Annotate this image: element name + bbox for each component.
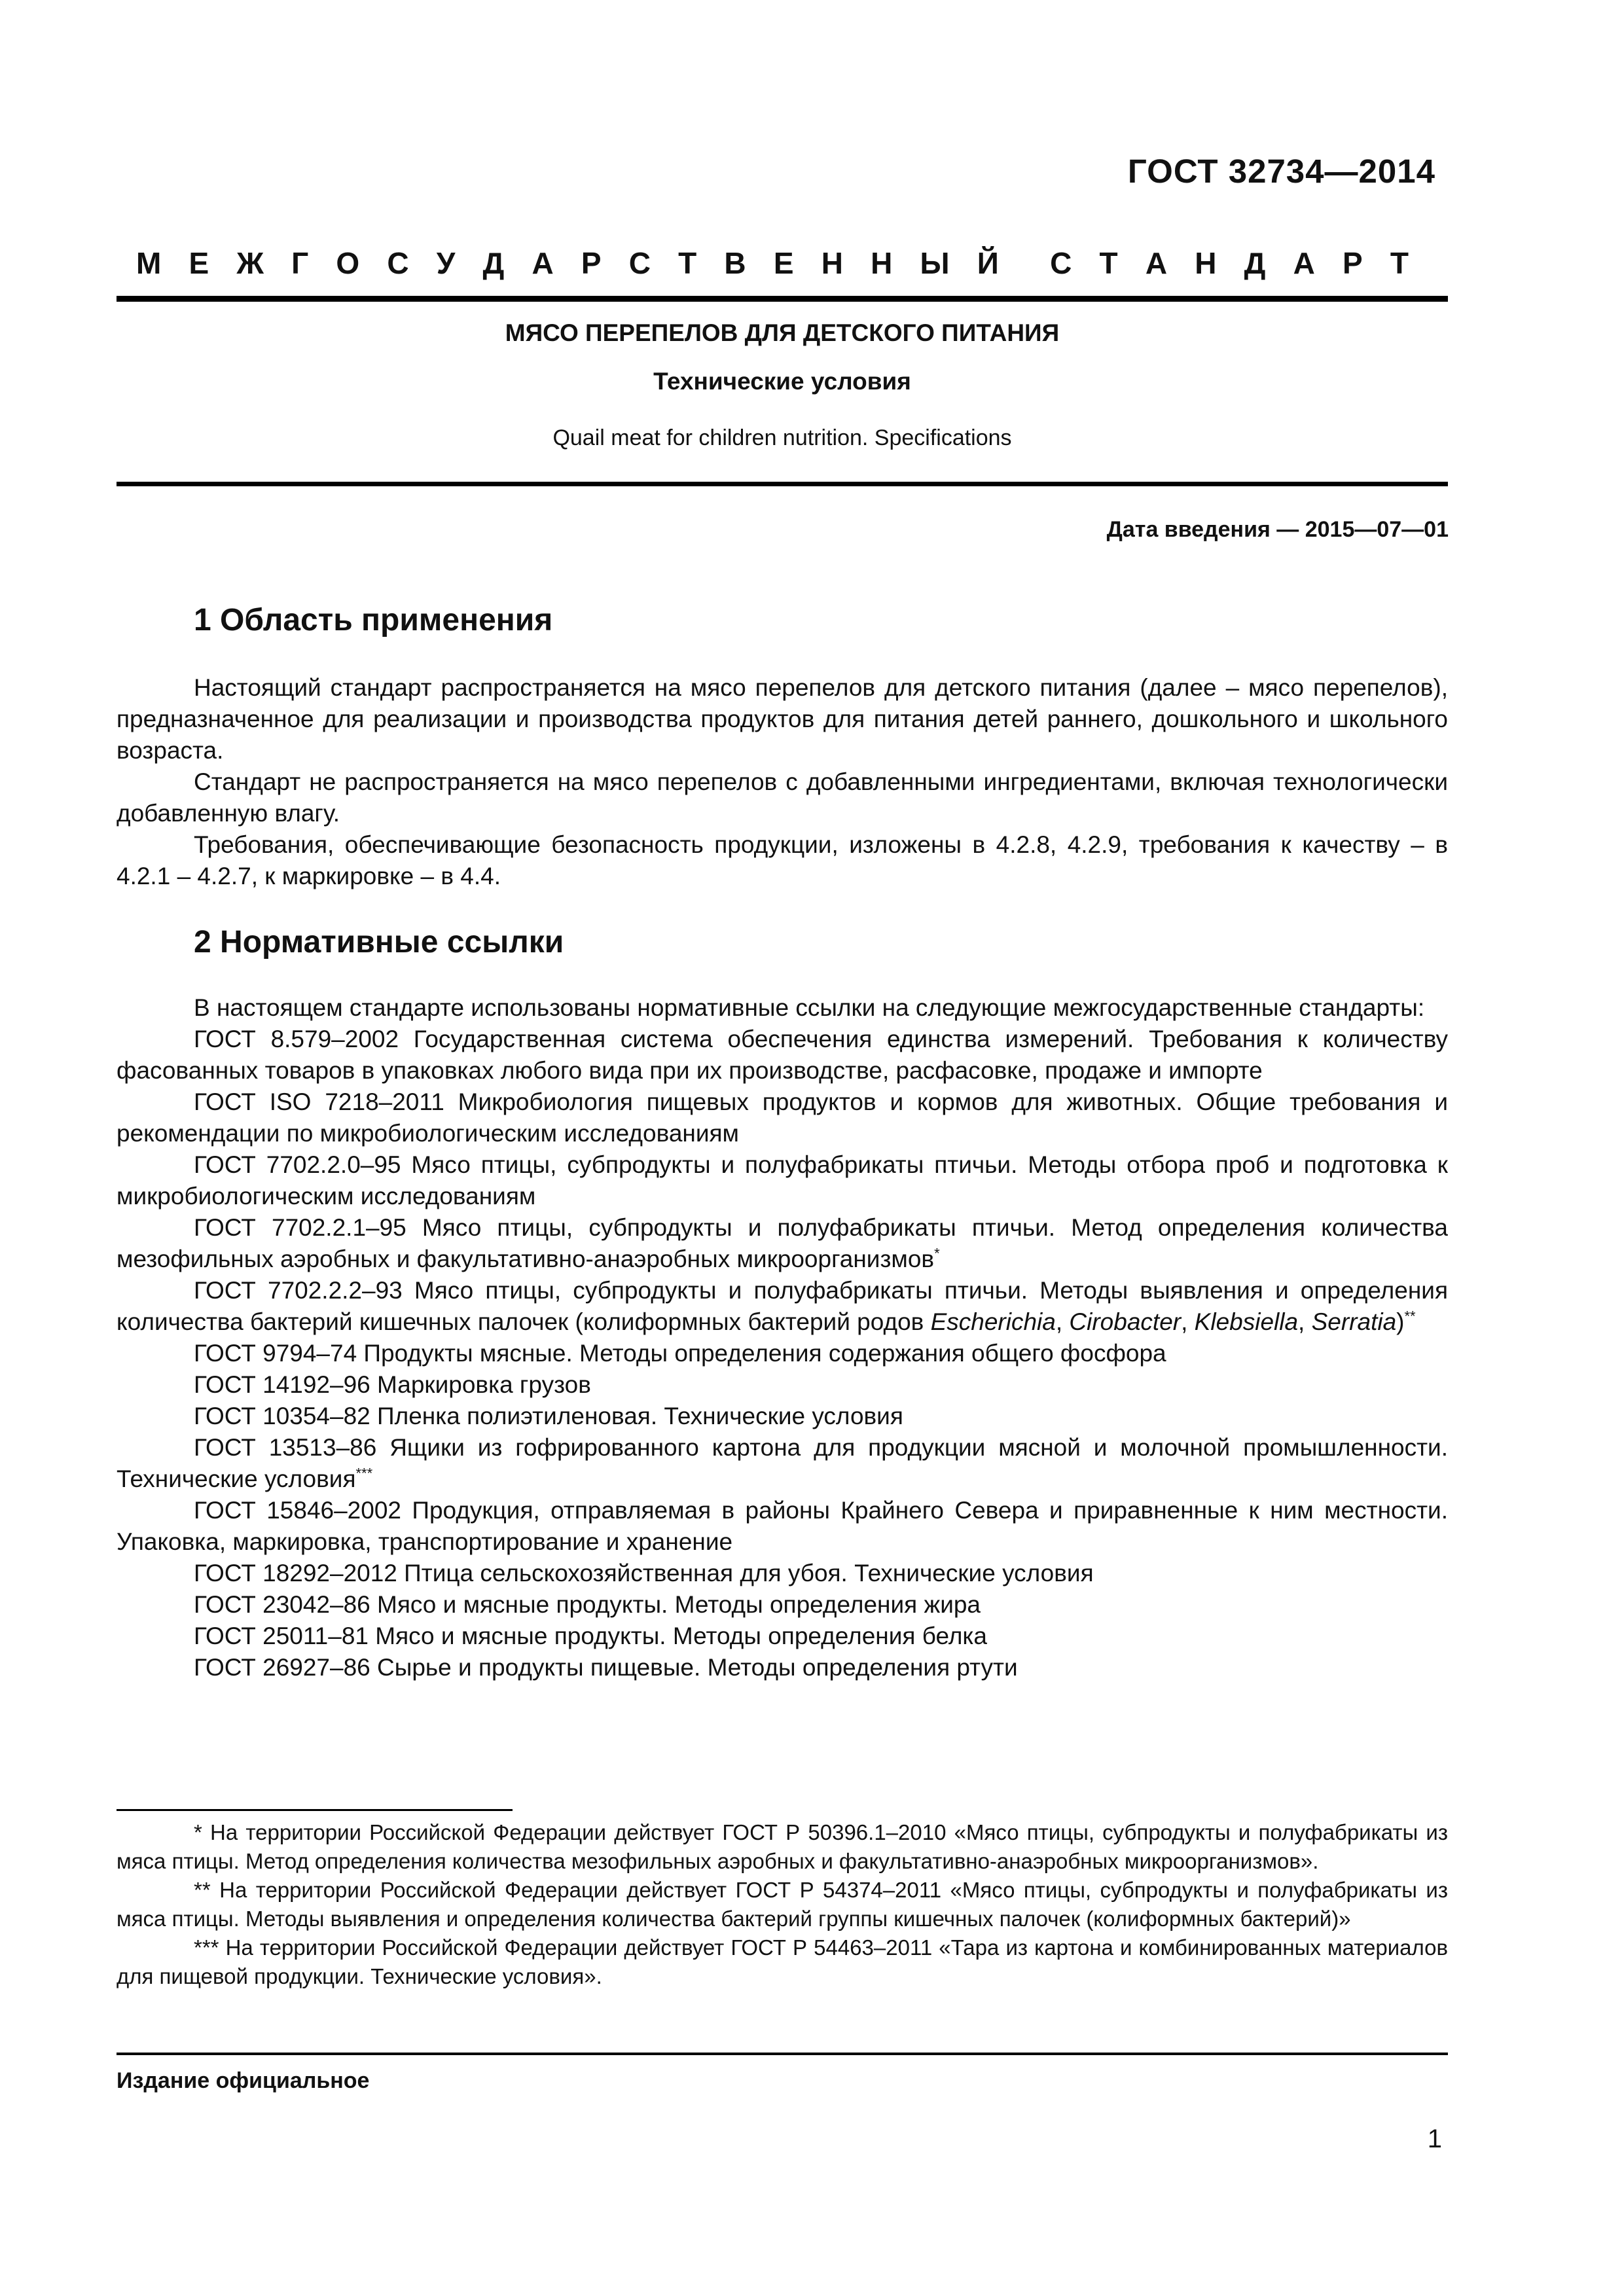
reference-item: ГОСТ 14192–96 Маркировка грузов bbox=[194, 1371, 591, 1398]
document-title-english: Quail meat for children nutrition. Specifications bbox=[552, 425, 1012, 450]
latin-genus: Serratia bbox=[1311, 1308, 1397, 1335]
gost-number: ГОСТ 32734—2014 bbox=[1127, 152, 1435, 190]
banner-letter: Т bbox=[1099, 246, 1122, 280]
banner-letter: М bbox=[136, 246, 166, 280]
reference-item: ГОСТ 23042–86 Мясо и мясные продукты. Методы определения жира bbox=[194, 1591, 981, 1618]
section-1-heading: 1 Область применения bbox=[194, 603, 553, 637]
separator: , bbox=[1181, 1308, 1195, 1335]
footnote: ** На территории Российской Федерации действует ГОСТ Р 54374–2011 «Мясо птицы, субпродукты и полуфабрикаты из мяса птицы. Методы выявления и определения количества бактерий группы кишечных палочек (колиформных бактерий)» bbox=[117, 1878, 1448, 1931]
separator: , bbox=[1055, 1308, 1070, 1335]
paragraph: Настоящий стандарт распространяется на мясо перепелов для детского питания (далее – мясо перепелов), предназначенное для реализации и производства продуктов для питания детей раннего, дошкольного и школьного возраста. bbox=[117, 674, 1448, 764]
paragraph: Требования, обеспечивающие безопасность продукции, изложены в 4.2.8, 4.2.9, требования к качеству – в 4.2.1 – 4.2.7, к маркировке – в 4.4. bbox=[117, 831, 1448, 889]
latin-genus: Klebsiella bbox=[1194, 1308, 1299, 1335]
banner-letter: Й bbox=[977, 246, 1003, 280]
standard-type-banner bbox=[136, 245, 1413, 281]
banner-letter: С bbox=[628, 246, 655, 280]
reference-item bbox=[117, 1212, 1448, 1275]
document-title: МЯСО ПЕРЕПЕЛОВ ДЛЯ ДЕТСКОГО ПИТАНИЯ bbox=[505, 319, 1060, 346]
reference-item: ГОСТ ISO 7218–2011 Микробиология пищевых продуктов и кормов для животных. Общие требования и рекомендации по микробиологическим исследованиям bbox=[117, 1088, 1448, 1147]
banner-letter: Р bbox=[581, 246, 605, 280]
banner-letter: Ы bbox=[920, 246, 954, 280]
footer-rule bbox=[117, 2053, 1448, 2055]
banner-letter: А bbox=[532, 246, 558, 280]
paragraph: В настоящем стандарте использованы нормативные ссылки на следующие межгосударственные стандарты: bbox=[194, 994, 1425, 1021]
banner-letter: Н bbox=[821, 246, 847, 280]
section-2-heading: 2 Нормативные ссылки bbox=[194, 925, 564, 960]
banner-letter: Н bbox=[871, 246, 897, 280]
footnote-separator bbox=[117, 1809, 513, 1811]
banner-letter: В bbox=[724, 246, 750, 280]
separator: , bbox=[1298, 1308, 1312, 1335]
reference-item: ГОСТ 18292–2012 Птица сельскохозяйственная для убоя. Технические условия bbox=[194, 1560, 1094, 1587]
footnotes bbox=[117, 1818, 1448, 1991]
reference-item: ГОСТ 15846–2002 Продукция, отправляемая в районы Крайнего Севера и приравненные к ним местности. Упаковка, маркировка, транспортирование и хранение bbox=[117, 1497, 1448, 1555]
edition-label: Издание официальное bbox=[117, 2068, 370, 2093]
latin-genus: Escherichia bbox=[930, 1308, 1056, 1335]
reference-text: ГОСТ 7702.2.1–95 Мясо птицы, субпродукты и полуфабрикаты птичьи. Метод определения количества мезофильных аэробных и факультативно-анаэробных микроорганизмов bbox=[117, 1214, 1448, 1272]
reference-item bbox=[117, 1432, 1448, 1495]
banner-letter: Ж bbox=[236, 246, 268, 280]
document-subtitle: Технические условия bbox=[653, 368, 911, 395]
page-number: 1 bbox=[1427, 2125, 1442, 2153]
reference-text: ГОСТ 13513–86 Ящики из гофрированного картона для продукции мясной и молочной промышленности. Технические условия bbox=[117, 1434, 1448, 1492]
banner-letter: С bbox=[1050, 246, 1076, 280]
banner-letter: У bbox=[436, 246, 460, 280]
banner-letter: А bbox=[1293, 246, 1319, 280]
reference-text: ГОСТ 7702.2.2–93 Мясо птицы, субпродукты и полуфабрикаты птичьи. Методы выявления и определения количества бактерий кишечных палочек (колиформных бактерий родов bbox=[117, 1277, 1448, 1335]
latin-genus: Cirobacter bbox=[1069, 1308, 1182, 1335]
footnote-marker: ** bbox=[1404, 1308, 1416, 1325]
reference-item bbox=[117, 1275, 1448, 1338]
banner-letter: Д bbox=[482, 246, 509, 280]
banner-letter: А bbox=[1145, 246, 1172, 280]
banner-letter: С bbox=[387, 246, 413, 280]
reference-item: ГОСТ 8.579–2002 Государственная система обеспечения единства измерений. Требования к количеству фасованных товаров в упаковках любого вида при их производстве, расфасовке, продаже и импорте bbox=[117, 1026, 1448, 1084]
header-rule bbox=[117, 296, 1448, 302]
banner-letter: Т bbox=[678, 246, 701, 280]
banner-letter: О bbox=[336, 246, 364, 280]
banner-letter: Н bbox=[1195, 246, 1221, 280]
section-2-body bbox=[117, 992, 1448, 1683]
paragraph: Стандарт не распространяется на мясо перепелов с добавленными ингредиентами, включая технологически добавленную влагу. bbox=[117, 768, 1448, 827]
section-1-body bbox=[117, 672, 1448, 892]
banner-letter: Р bbox=[1342, 246, 1367, 280]
footnote-marker: *** bbox=[355, 1465, 373, 1482]
reference-item: ГОСТ 25011–81 Мясо и мясные продукты. Методы определения белка bbox=[194, 1623, 987, 1649]
reference-item: ГОСТ 26927–86 Сырье и продукты пищевые. Методы определения ртути bbox=[194, 1654, 1018, 1681]
banner-letter: Т bbox=[1390, 246, 1413, 280]
footnote: * На территории Российской Федерации действует ГОСТ Р 50396.1–2010 «Мясо птицы, субпродукты и полуфабрикаты из мяса птицы. Метод определения количества мезофильных аэробных и факультативно-анаэробных микроорганизмов». bbox=[117, 1820, 1448, 1873]
reference-item: ГОСТ 9794–74 Продукты мясные. Методы определения содержания общего фосфора bbox=[194, 1340, 1166, 1367]
reference-item: ГОСТ 10354–82 Пленка полиэтиленовая. Технические условия bbox=[194, 1403, 903, 1429]
banner-letter: Е bbox=[773, 246, 798, 280]
reference-text: ) bbox=[1396, 1308, 1405, 1335]
banner-letter: Е bbox=[189, 246, 213, 280]
banner-letter: Г bbox=[291, 246, 313, 280]
banner-letter: Д bbox=[1244, 246, 1270, 280]
introduction-date: Дата введения — 2015—07—01 bbox=[1106, 517, 1449, 542]
title-rule bbox=[117, 482, 1448, 486]
footnote-marker: * bbox=[934, 1245, 940, 1262]
footnote: *** На территории Российской Федерации действует ГОСТ Р 54463–2011 «Тара из картона и комбинированных материалов для пищевой продукции. Технические условия». bbox=[117, 1935, 1448, 1988]
reference-item: ГОСТ 7702.2.0–95 Мясо птицы, субпродукты и полуфабрикаты птичьи. Методы отбора проб и подготовка к микробиологическим исследованиям bbox=[117, 1151, 1448, 1210]
